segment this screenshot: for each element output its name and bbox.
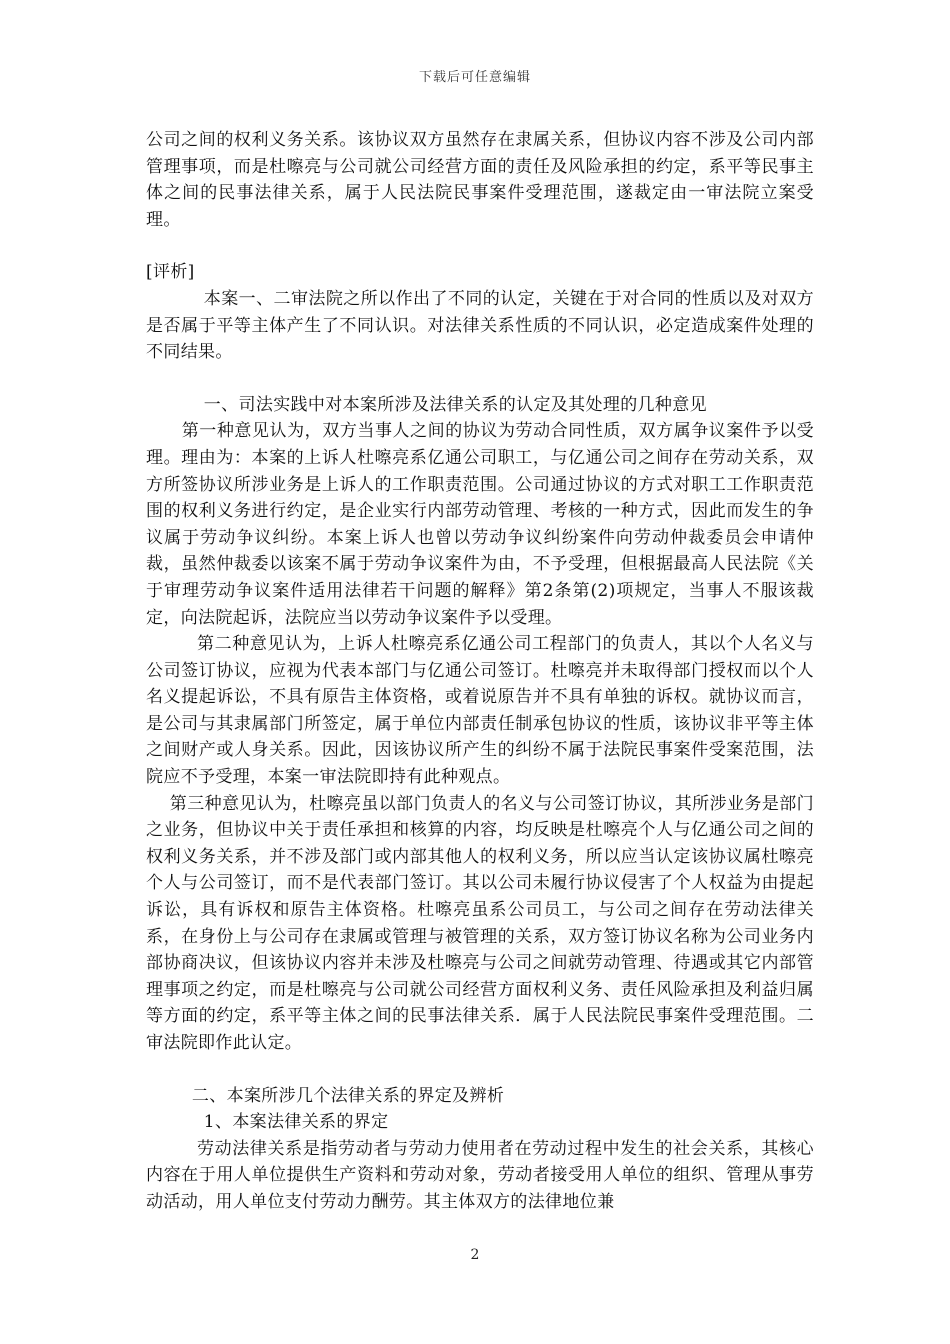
paragraph-labor-relation: 劳动法律关系是指劳动者与劳动力使用者在劳动过程中发生的社会关系，其核心内容在于用人单位提供生产资料和劳动对象，劳动者接受用人单位的组织、管理从事劳动活动，用人单位支付劳动力酬劳。其主体双方的法律地位兼	[146, 1138, 814, 1212]
paragraph-opinion-1: 第一种意见认为，双方当事人之间的协议为劳动合同性质，双方属争议案件予以受理。理由为：本案的上诉人杜嚓亮系亿通公司职工，与亿通公司之间存在劳动关系，双方所签协议所涉业务是上诉人的工作职责范围。公司通过协议的方式对职工工作职责范围的权利义务进行约定，是企业实行内部劳动管理、考核的一种方式，因此而发生的争议属于劳动争议纠纷。本案上诉人也曾以劳动争议纠纷案件向劳动仲裁委员会申请仲裁，虽然仲裁委以该案不属于劳动争议案件为由，不予受理，但根据最高人民法院《关于审理劳动争议案件适用法律若干问题的解释》第2条第(2)项规定，当事人不服该裁定，向法院起诉，法院应当以劳动争议案件予以受理。	[146, 421, 814, 628]
section-heading-1: 一、司法实践中对本案所涉及法律关系的认定及其处理的几种意见	[203, 394, 707, 415]
subsection-heading-1: 1、本案法律关系的界定	[203, 1112, 389, 1133]
paragraph-opinion-3: 第三种意见认为，杜嚓亮虽以部门负责人的名义与公司签订协议，其所涉业务是部门之业务，但协议中关于责任承担和核算的内容，均反映是杜嚓亮个人与亿通公司之间的权利义务关系，并不涉及部门或内部其他人的权利义务，所以应当认定该协议属杜嚓亮个人与公司签订，而不是代表部门签订。其以公司未履行协议侵害了个人权益为由提起诉讼，具有诉权和原告主体资格。杜嚓亮虽系公司员工，与公司之间存在劳动法律关系，在身份上与公司存在隶属或管理与被管理的关系，双方签订协议名称为公司业务内部协商决议，但该协议内容并未涉及杜嚓亮与公司之间就劳动管理、待遇或其它内部管理事项之约定，而是杜嚓亮与公司就公司经营方面权利义务、责任风险承担及利益归属等方面的约定，系平等主体之间的民事法律关系．属于人民法院民事案件受理范围。二审法院即作此认定。	[146, 793, 814, 1053]
document-body	[146, 127, 814, 1216]
page-header: 下载后可任意编辑	[418, 70, 531, 85]
paragraph-opinion-2: 第二种意见认为，上诉人杜嚓亮系亿通公司工程部门的负责人，其以个人名义与公司签订协议，应视为代表本部门与亿通公司签订。杜嚓亮并未取得部门授权而以个人名义提起诉讼，不具有原告主体资格，或着说原告并不具有单独的诉权。就协议而言，是公司与其隶属部门所签定，属于单位内部责任制承包协议的性质，该协议非平等主体之间财产或人身关系。因此，因该协议所产生的纠纷不属于法院民事案件受案范围，法院应不予受理，本案一审法院即持有此种观点。	[146, 634, 814, 788]
section-heading-2: 二、本案所涉几个法律关系的界定及辨析	[191, 1085, 505, 1106]
page-number: 2	[470, 1247, 480, 1263]
paragraph-commentary: 本案一、二审法院之所以作出了不同的认定，关键在于对合同的性质以及对双方是否属于平等主体产生了不同认识。对法律关系性质的不同认识，必定造成案件处理的不同结果。	[146, 288, 814, 363]
section-label-commentary: [评析]	[146, 262, 195, 283]
paragraph-gap	[146, 366, 814, 392]
paragraph-gap	[146, 233, 814, 259]
paragraph-continuation: 公司之间的权利义务关系。该协议双方虽然存在隶属关系，但协议内容不涉及公司内部管理事项，而是杜嚓亮与公司就公司经营方面的责任及风险承担的约定，系平等民事主体之间的民事法律关系，属于人民法院民事案件受理范围，遂裁定由一审法院立案受理。	[146, 130, 814, 230]
paragraph-gap	[146, 1057, 814, 1083]
